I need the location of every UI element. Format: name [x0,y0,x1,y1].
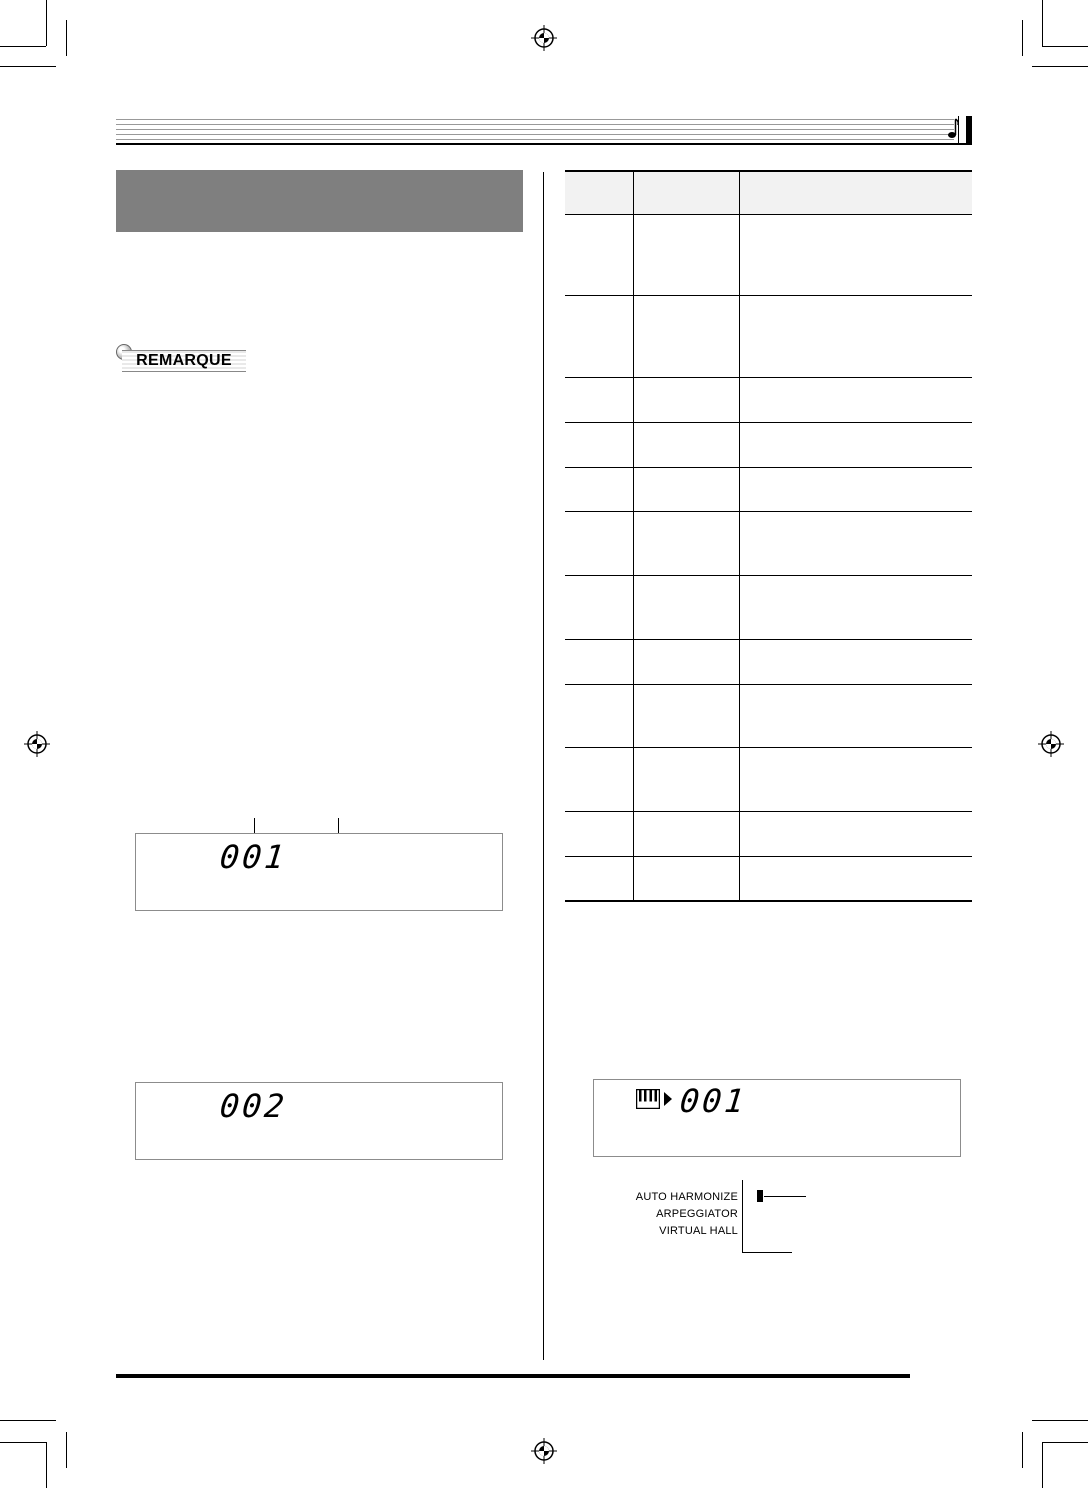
crop-mark [1042,1442,1088,1443]
section-heading [116,170,523,232]
crop-mark [1032,66,1088,67]
column-divider [543,172,544,1360]
table-row [565,748,972,812]
crop-mark [46,0,47,46]
table-row [565,423,972,468]
registration-mark-icon [24,731,50,757]
table-row [565,512,972,576]
table-row [565,214,972,296]
indicator-bracket [742,1180,743,1252]
crop-mark [0,1420,56,1421]
crop-mark [0,1442,46,1443]
crop-mark [1042,46,1088,47]
table-row [565,468,972,512]
keyboard-icon [636,1089,660,1109]
indicator-bracket [742,1252,792,1253]
crop-mark [1042,0,1043,46]
indicator-label-arpeggiator: ARPEGGIATOR [656,1208,738,1220]
crop-mark [1022,1432,1023,1468]
crop-mark [1032,1420,1088,1421]
footer-rule [116,1374,910,1378]
table-row [565,640,972,685]
crop-mark [1022,20,1023,56]
crop-mark [1042,1442,1043,1488]
crop-mark [46,1442,47,1488]
lcd-number: 001 [678,1082,749,1120]
lcd-display [135,833,503,911]
table-row [565,685,972,748]
crop-mark [66,20,67,56]
table-row [565,296,972,378]
registration-mark-icon [531,1438,557,1464]
table-row [565,576,972,640]
lcd-display [593,1079,961,1157]
arrow-right-icon [664,1092,672,1106]
lcd-display [135,1082,503,1160]
lcd-number: 002 [218,1087,289,1125]
callout-line [764,1196,806,1197]
indicator-label-auto-harmonize: AUTO HARMONIZE [635,1191,738,1203]
indicator-label-virtual-hall: VIRTUAL HALL [659,1225,738,1237]
lcd-number: 001 [218,838,289,876]
registration-mark-icon [1038,731,1064,757]
table-row [565,378,972,423]
indicator-marker [757,1190,763,1202]
crop-mark [0,46,46,47]
crop-mark [66,1432,67,1468]
music-note-icon [946,116,960,140]
table-header [565,170,972,215]
table-row [565,857,972,902]
registration-mark-icon [531,25,557,51]
table-row [565,812,972,857]
note-label: REMARQUE [122,350,246,372]
crop-mark [0,66,56,67]
